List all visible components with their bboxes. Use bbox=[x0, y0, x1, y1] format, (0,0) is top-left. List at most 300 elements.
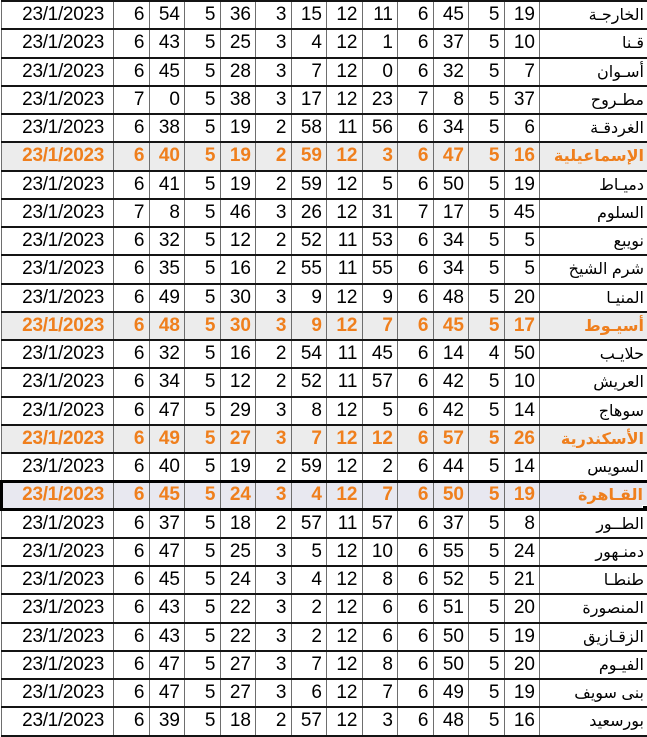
city-cell[interactable]: نويبع bbox=[540, 227, 647, 255]
time-cell[interactable]: 5 bbox=[469, 142, 505, 170]
time-cell[interactable]: 57 bbox=[433, 425, 469, 453]
time-cell[interactable]: 26 bbox=[504, 425, 540, 453]
time-cell[interactable]: 34 bbox=[433, 255, 469, 283]
time-cell[interactable]: 11 bbox=[327, 368, 363, 396]
time-cell[interactable]: 42 bbox=[433, 397, 469, 425]
time-cell[interactable]: 12 bbox=[220, 227, 256, 255]
time-cell[interactable]: 6 bbox=[398, 481, 434, 509]
city-cell[interactable]: الزقـازيق bbox=[540, 623, 647, 651]
time-cell[interactable]: 45 bbox=[362, 340, 398, 368]
time-cell[interactable]: 57 bbox=[362, 368, 398, 396]
time-cell[interactable]: 6 bbox=[114, 142, 150, 170]
time-cell[interactable]: 40 bbox=[149, 142, 185, 170]
time-cell[interactable]: 37 bbox=[433, 510, 469, 538]
time-cell[interactable]: 59 bbox=[291, 171, 327, 199]
time-cell[interactable]: 19 bbox=[504, 481, 540, 509]
time-cell[interactable]: 27 bbox=[220, 425, 256, 453]
time-cell[interactable]: 5 bbox=[469, 651, 505, 679]
time-cell[interactable]: 7 bbox=[114, 86, 150, 114]
time-cell[interactable]: 12 bbox=[327, 199, 363, 227]
time-cell[interactable]: 7 bbox=[291, 425, 327, 453]
time-cell[interactable]: 6 bbox=[362, 623, 398, 651]
time-cell[interactable]: 3 bbox=[256, 312, 292, 340]
time-cell[interactable]: 5 bbox=[469, 538, 505, 566]
time-cell[interactable]: 7 bbox=[504, 58, 540, 86]
time-cell[interactable]: 6 bbox=[398, 425, 434, 453]
date-cell[interactable]: 23/1/2023 bbox=[2, 58, 114, 86]
time-cell[interactable]: 10 bbox=[504, 29, 540, 57]
time-cell[interactable]: 5 bbox=[185, 368, 221, 396]
time-cell[interactable]: 3 bbox=[256, 651, 292, 679]
city-cell[interactable]: السويس bbox=[540, 453, 647, 481]
date-cell[interactable]: 23/1/2023 bbox=[2, 284, 114, 312]
time-cell[interactable]: 5 bbox=[185, 651, 221, 679]
city-cell[interactable]: الخارجـة bbox=[540, 1, 647, 29]
time-cell[interactable]: 54 bbox=[149, 1, 185, 29]
time-cell[interactable]: 57 bbox=[291, 707, 327, 735]
time-cell[interactable]: 8 bbox=[504, 510, 540, 538]
time-cell[interactable]: 32 bbox=[433, 58, 469, 86]
time-cell[interactable]: 6 bbox=[398, 594, 434, 622]
time-cell[interactable]: 5 bbox=[185, 171, 221, 199]
time-cell[interactable]: 39 bbox=[149, 707, 185, 735]
city-cell[interactable]: أسـوان bbox=[540, 58, 647, 86]
time-cell[interactable]: 6 bbox=[398, 679, 434, 707]
time-cell[interactable]: 2 bbox=[256, 340, 292, 368]
time-cell[interactable]: 5 bbox=[185, 255, 221, 283]
time-cell[interactable]: 6 bbox=[114, 227, 150, 255]
time-cell[interactable]: 50 bbox=[433, 623, 469, 651]
time-cell[interactable]: 6 bbox=[114, 171, 150, 199]
time-cell[interactable]: 53 bbox=[362, 227, 398, 255]
time-cell[interactable]: 46 bbox=[220, 199, 256, 227]
time-cell[interactable]: 19 bbox=[504, 679, 540, 707]
time-cell[interactable]: 5 bbox=[185, 623, 221, 651]
time-cell[interactable]: 45 bbox=[504, 199, 540, 227]
time-cell[interactable]: 2 bbox=[256, 227, 292, 255]
time-cell[interactable]: 7 bbox=[362, 679, 398, 707]
time-cell[interactable]: 6 bbox=[114, 397, 150, 425]
time-cell[interactable]: 2 bbox=[256, 510, 292, 538]
time-cell[interactable]: 8 bbox=[149, 199, 185, 227]
time-cell[interactable]: 18 bbox=[220, 707, 256, 735]
time-cell[interactable]: 52 bbox=[291, 368, 327, 396]
time-cell[interactable]: 5 bbox=[469, 58, 505, 86]
date-cell[interactable]: 23/1/2023 bbox=[2, 481, 114, 509]
time-cell[interactable]: 57 bbox=[291, 510, 327, 538]
time-cell[interactable]: 12 bbox=[327, 142, 363, 170]
date-cell[interactable]: 23/1/2023 bbox=[2, 312, 114, 340]
time-cell[interactable]: 32 bbox=[149, 227, 185, 255]
time-cell[interactable]: 5 bbox=[469, 86, 505, 114]
time-cell[interactable]: 2 bbox=[256, 707, 292, 735]
time-cell[interactable]: 5 bbox=[185, 29, 221, 57]
time-cell[interactable]: 32 bbox=[149, 340, 185, 368]
time-cell[interactable]: 5 bbox=[469, 594, 505, 622]
time-cell[interactable]: 34 bbox=[149, 368, 185, 396]
time-cell[interactable]: 3 bbox=[256, 284, 292, 312]
city-cell[interactable]: الغردقـة bbox=[540, 114, 647, 142]
time-cell[interactable]: 6 bbox=[398, 1, 434, 29]
time-cell[interactable]: 6 bbox=[114, 481, 150, 509]
time-cell[interactable]: 52 bbox=[291, 227, 327, 255]
time-cell[interactable]: 2 bbox=[256, 453, 292, 481]
date-cell[interactable]: 23/1/2023 bbox=[2, 453, 114, 481]
time-cell[interactable]: 11 bbox=[327, 114, 363, 142]
date-cell[interactable]: 23/1/2023 bbox=[2, 142, 114, 170]
time-cell[interactable]: 6 bbox=[114, 453, 150, 481]
city-cell[interactable]: السلوم bbox=[540, 199, 647, 227]
time-cell[interactable]: 44 bbox=[433, 453, 469, 481]
time-cell[interactable]: 42 bbox=[433, 368, 469, 396]
time-cell[interactable]: 37 bbox=[504, 86, 540, 114]
city-cell[interactable]: قـنا bbox=[540, 29, 647, 57]
time-cell[interactable]: 10 bbox=[362, 538, 398, 566]
time-cell[interactable]: 22 bbox=[220, 594, 256, 622]
time-cell[interactable]: 12 bbox=[327, 651, 363, 679]
time-cell[interactable]: 5 bbox=[469, 171, 505, 199]
time-cell[interactable]: 40 bbox=[149, 453, 185, 481]
time-cell[interactable]: 15 bbox=[291, 1, 327, 29]
time-cell[interactable]: 20 bbox=[504, 651, 540, 679]
time-cell[interactable]: 6 bbox=[114, 679, 150, 707]
time-cell[interactable]: 1 bbox=[362, 29, 398, 57]
date-cell[interactable]: 23/1/2023 bbox=[2, 679, 114, 707]
time-cell[interactable]: 5 bbox=[185, 312, 221, 340]
time-cell[interactable]: 12 bbox=[327, 453, 363, 481]
time-cell[interactable]: 6 bbox=[291, 679, 327, 707]
time-cell[interactable]: 5 bbox=[469, 312, 505, 340]
time-cell[interactable]: 36 bbox=[220, 1, 256, 29]
time-cell[interactable]: 3 bbox=[256, 594, 292, 622]
city-cell[interactable]: دمنـهور bbox=[540, 538, 647, 566]
time-cell[interactable]: 16 bbox=[220, 340, 256, 368]
time-cell[interactable]: 7 bbox=[291, 651, 327, 679]
date-cell[interactable]: 23/1/2023 bbox=[2, 171, 114, 199]
time-cell[interactable]: 47 bbox=[149, 679, 185, 707]
city-cell[interactable]: الإسماعيلية bbox=[540, 142, 647, 170]
time-cell[interactable]: 24 bbox=[220, 481, 256, 509]
time-cell[interactable]: 34 bbox=[433, 227, 469, 255]
time-cell[interactable]: 47 bbox=[149, 397, 185, 425]
time-cell[interactable]: 5 bbox=[469, 566, 505, 594]
time-cell[interactable]: 7 bbox=[362, 312, 398, 340]
time-cell[interactable]: 5 bbox=[185, 481, 221, 509]
time-cell[interactable]: 52 bbox=[433, 566, 469, 594]
time-cell[interactable]: 23 bbox=[362, 86, 398, 114]
time-cell[interactable]: 12 bbox=[327, 29, 363, 57]
time-cell[interactable]: 6 bbox=[114, 284, 150, 312]
time-cell[interactable]: 59 bbox=[291, 453, 327, 481]
time-cell[interactable]: 12 bbox=[362, 425, 398, 453]
time-cell[interactable]: 6 bbox=[398, 651, 434, 679]
time-cell[interactable]: 3 bbox=[362, 142, 398, 170]
time-cell[interactable]: 24 bbox=[504, 538, 540, 566]
time-cell[interactable]: 31 bbox=[362, 199, 398, 227]
time-cell[interactable]: 16 bbox=[504, 142, 540, 170]
time-cell[interactable]: 6 bbox=[114, 425, 150, 453]
time-cell[interactable]: 30 bbox=[220, 312, 256, 340]
time-cell[interactable]: 5 bbox=[185, 227, 221, 255]
time-cell[interactable]: 6 bbox=[398, 368, 434, 396]
time-cell[interactable]: 5 bbox=[185, 114, 221, 142]
time-cell[interactable]: 4 bbox=[291, 29, 327, 57]
time-cell[interactable]: 6 bbox=[398, 171, 434, 199]
time-cell[interactable]: 18 bbox=[220, 510, 256, 538]
time-cell[interactable]: 3 bbox=[256, 425, 292, 453]
time-cell[interactable]: 7 bbox=[398, 86, 434, 114]
time-cell[interactable]: 45 bbox=[433, 1, 469, 29]
time-cell[interactable]: 2 bbox=[256, 142, 292, 170]
time-cell[interactable]: 6 bbox=[398, 566, 434, 594]
time-cell[interactable]: 20 bbox=[504, 594, 540, 622]
time-cell[interactable]: 11 bbox=[327, 340, 363, 368]
time-cell[interactable]: 6 bbox=[114, 340, 150, 368]
time-cell[interactable]: 6 bbox=[114, 538, 150, 566]
date-cell[interactable]: 23/1/2023 bbox=[2, 566, 114, 594]
time-cell[interactable]: 25 bbox=[220, 29, 256, 57]
time-cell[interactable]: 37 bbox=[149, 510, 185, 538]
time-cell[interactable]: 5 bbox=[185, 284, 221, 312]
time-cell[interactable]: 57 bbox=[362, 510, 398, 538]
time-cell[interactable]: 27 bbox=[220, 679, 256, 707]
time-cell[interactable]: 3 bbox=[256, 566, 292, 594]
time-cell[interactable]: 55 bbox=[291, 255, 327, 283]
time-cell[interactable]: 12 bbox=[327, 171, 363, 199]
date-cell[interactable]: 23/1/2023 bbox=[2, 538, 114, 566]
time-cell[interactable]: 6 bbox=[398, 340, 434, 368]
time-cell[interactable]: 5 bbox=[504, 227, 540, 255]
time-cell[interactable]: 5 bbox=[185, 538, 221, 566]
time-cell[interactable]: 5 bbox=[469, 707, 505, 735]
date-cell[interactable]: 23/1/2023 bbox=[2, 397, 114, 425]
time-cell[interactable]: 3 bbox=[256, 397, 292, 425]
city-cell[interactable]: الأسكندرية bbox=[540, 425, 647, 453]
time-cell[interactable]: 5 bbox=[469, 29, 505, 57]
time-cell[interactable]: 5 bbox=[469, 453, 505, 481]
time-cell[interactable]: 47 bbox=[149, 651, 185, 679]
time-cell[interactable]: 6 bbox=[398, 227, 434, 255]
time-cell[interactable]: 8 bbox=[362, 651, 398, 679]
time-cell[interactable]: 12 bbox=[327, 397, 363, 425]
time-cell[interactable]: 6 bbox=[362, 594, 398, 622]
time-cell[interactable]: 4 bbox=[469, 340, 505, 368]
time-cell[interactable]: 49 bbox=[149, 284, 185, 312]
time-cell[interactable]: 5 bbox=[469, 397, 505, 425]
time-cell[interactable]: 49 bbox=[149, 425, 185, 453]
city-cell[interactable]: شرم الشيخ bbox=[540, 255, 647, 283]
time-cell[interactable]: 6 bbox=[114, 114, 150, 142]
time-cell[interactable]: 6 bbox=[398, 255, 434, 283]
time-cell[interactable]: 5 bbox=[185, 566, 221, 594]
time-cell[interactable]: 12 bbox=[327, 538, 363, 566]
time-cell[interactable]: 3 bbox=[256, 538, 292, 566]
time-cell[interactable]: 6 bbox=[398, 510, 434, 538]
time-cell[interactable]: 47 bbox=[433, 142, 469, 170]
time-cell[interactable]: 22 bbox=[220, 623, 256, 651]
time-cell[interactable]: 25 bbox=[220, 538, 256, 566]
time-cell[interactable]: 26 bbox=[291, 199, 327, 227]
time-cell[interactable]: 14 bbox=[433, 340, 469, 368]
date-cell[interactable]: 23/1/2023 bbox=[2, 368, 114, 396]
date-cell[interactable]: 23/1/2023 bbox=[2, 86, 114, 114]
time-cell[interactable]: 12 bbox=[327, 623, 363, 651]
time-cell[interactable]: 16 bbox=[220, 255, 256, 283]
time-cell[interactable]: 3 bbox=[256, 29, 292, 57]
time-cell[interactable]: 19 bbox=[220, 142, 256, 170]
time-cell[interactable]: 3 bbox=[256, 481, 292, 509]
city-cell[interactable]: المنيـا bbox=[540, 284, 647, 312]
date-cell[interactable]: 23/1/2023 bbox=[2, 29, 114, 57]
time-cell[interactable]: 5 bbox=[185, 679, 221, 707]
time-cell[interactable]: 14 bbox=[504, 397, 540, 425]
time-cell[interactable]: 5 bbox=[185, 510, 221, 538]
time-cell[interactable]: 5 bbox=[469, 255, 505, 283]
date-cell[interactable]: 23/1/2023 bbox=[2, 425, 114, 453]
time-cell[interactable]: 2 bbox=[256, 255, 292, 283]
time-cell[interactable]: 3 bbox=[256, 623, 292, 651]
date-cell[interactable]: 23/1/2023 bbox=[2, 340, 114, 368]
time-cell[interactable]: 5 bbox=[185, 199, 221, 227]
time-cell[interactable]: 5 bbox=[185, 1, 221, 29]
time-cell[interactable]: 4 bbox=[291, 566, 327, 594]
time-cell[interactable]: 8 bbox=[291, 397, 327, 425]
time-cell[interactable]: 5 bbox=[469, 623, 505, 651]
time-cell[interactable]: 7 bbox=[362, 481, 398, 509]
time-cell[interactable]: 19 bbox=[504, 623, 540, 651]
time-cell[interactable]: 5 bbox=[469, 425, 505, 453]
time-cell[interactable]: 2 bbox=[256, 171, 292, 199]
time-cell[interactable]: 11 bbox=[327, 510, 363, 538]
time-cell[interactable]: 43 bbox=[149, 594, 185, 622]
time-cell[interactable]: 6 bbox=[114, 510, 150, 538]
time-cell[interactable]: 14 bbox=[504, 453, 540, 481]
time-cell[interactable]: 5 bbox=[362, 397, 398, 425]
time-cell[interactable]: 9 bbox=[362, 284, 398, 312]
time-cell[interactable]: 5 bbox=[469, 1, 505, 29]
date-cell[interactable]: 23/1/2023 bbox=[2, 594, 114, 622]
time-cell[interactable]: 2 bbox=[291, 594, 327, 622]
time-cell[interactable]: 6 bbox=[114, 707, 150, 735]
time-cell[interactable]: 12 bbox=[327, 1, 363, 29]
city-cell[interactable]: سوهاج bbox=[540, 397, 647, 425]
time-cell[interactable]: 5 bbox=[185, 340, 221, 368]
time-cell[interactable]: 12 bbox=[327, 284, 363, 312]
time-cell[interactable]: 59 bbox=[291, 142, 327, 170]
time-cell[interactable]: 5 bbox=[469, 679, 505, 707]
time-cell[interactable]: 6 bbox=[398, 114, 434, 142]
time-cell[interactable]: 6 bbox=[114, 368, 150, 396]
date-cell[interactable]: 23/1/2023 bbox=[2, 510, 114, 538]
city-cell[interactable]: العريش bbox=[540, 368, 647, 396]
time-cell[interactable]: 16 bbox=[504, 707, 540, 735]
time-cell[interactable]: 48 bbox=[433, 284, 469, 312]
time-cell[interactable]: 48 bbox=[433, 707, 469, 735]
time-cell[interactable]: 5 bbox=[185, 453, 221, 481]
time-cell[interactable]: 5 bbox=[469, 114, 505, 142]
time-cell[interactable]: 12 bbox=[327, 58, 363, 86]
city-cell[interactable]: دميـاط bbox=[540, 171, 647, 199]
date-cell[interactable]: 23/1/2023 bbox=[2, 114, 114, 142]
time-cell[interactable]: 45 bbox=[149, 58, 185, 86]
time-cell[interactable]: 37 bbox=[433, 29, 469, 57]
time-cell[interactable]: 0 bbox=[149, 86, 185, 114]
time-cell[interactable]: 9 bbox=[291, 284, 327, 312]
time-cell[interactable]: 50 bbox=[433, 651, 469, 679]
time-cell[interactable]: 12 bbox=[327, 86, 363, 114]
time-cell[interactable]: 2 bbox=[362, 453, 398, 481]
time-cell[interactable]: 6 bbox=[114, 651, 150, 679]
time-cell[interactable]: 45 bbox=[433, 312, 469, 340]
time-cell[interactable]: 8 bbox=[362, 566, 398, 594]
time-cell[interactable]: 4 bbox=[291, 481, 327, 509]
date-cell[interactable]: 23/1/2023 bbox=[2, 651, 114, 679]
city-cell[interactable]: الفيـوم bbox=[540, 651, 647, 679]
time-cell[interactable]: 20 bbox=[504, 284, 540, 312]
time-cell[interactable]: 6 bbox=[398, 58, 434, 86]
time-cell[interactable]: 34 bbox=[433, 114, 469, 142]
time-cell[interactable]: 38 bbox=[149, 114, 185, 142]
time-cell[interactable]: 8 bbox=[433, 86, 469, 114]
time-cell[interactable]: 55 bbox=[362, 255, 398, 283]
time-cell[interactable]: 28 bbox=[220, 58, 256, 86]
time-cell[interactable]: 38 bbox=[220, 86, 256, 114]
time-cell[interactable]: 49 bbox=[433, 679, 469, 707]
time-cell[interactable]: 6 bbox=[114, 623, 150, 651]
time-cell[interactable]: 6 bbox=[114, 594, 150, 622]
date-cell[interactable]: 23/1/2023 bbox=[2, 199, 114, 227]
time-cell[interactable]: 17 bbox=[291, 86, 327, 114]
time-cell[interactable]: 12 bbox=[327, 679, 363, 707]
time-cell[interactable]: 6 bbox=[398, 397, 434, 425]
time-cell[interactable]: 55 bbox=[433, 538, 469, 566]
time-cell[interactable]: 6 bbox=[114, 566, 150, 594]
date-cell[interactable]: 23/1/2023 bbox=[2, 623, 114, 651]
time-cell[interactable]: 7 bbox=[398, 199, 434, 227]
time-cell[interactable]: 12 bbox=[220, 368, 256, 396]
time-cell[interactable]: 24 bbox=[220, 566, 256, 594]
time-cell[interactable]: 51 bbox=[433, 594, 469, 622]
time-cell[interactable]: 6 bbox=[114, 1, 150, 29]
time-cell[interactable]: 6 bbox=[398, 312, 434, 340]
time-cell[interactable]: 47 bbox=[149, 538, 185, 566]
time-cell[interactable]: 5 bbox=[185, 707, 221, 735]
city-cell[interactable]: مطـروح bbox=[540, 86, 647, 114]
date-cell[interactable]: 23/1/2023 bbox=[2, 707, 114, 735]
time-cell[interactable]: 7 bbox=[291, 58, 327, 86]
time-cell[interactable]: 2 bbox=[256, 368, 292, 396]
time-cell[interactable]: 12 bbox=[327, 312, 363, 340]
time-cell[interactable]: 3 bbox=[256, 58, 292, 86]
time-cell[interactable]: 3 bbox=[362, 707, 398, 735]
time-cell[interactable]: 3 bbox=[256, 199, 292, 227]
time-cell[interactable]: 17 bbox=[433, 199, 469, 227]
time-cell[interactable]: 43 bbox=[149, 29, 185, 57]
time-cell[interactable]: 11 bbox=[327, 227, 363, 255]
time-cell[interactable]: 5 bbox=[185, 58, 221, 86]
time-cell[interactable]: 2 bbox=[256, 114, 292, 142]
city-cell[interactable]: القـاهرة bbox=[540, 481, 647, 509]
time-cell[interactable]: 48 bbox=[149, 312, 185, 340]
time-cell[interactable]: 3 bbox=[256, 1, 292, 29]
time-cell[interactable]: 3 bbox=[256, 679, 292, 707]
time-cell[interactable]: 5 bbox=[469, 199, 505, 227]
time-cell[interactable]: 5 bbox=[185, 86, 221, 114]
city-cell[interactable]: حلايـب bbox=[540, 340, 647, 368]
time-cell[interactable]: 5 bbox=[185, 142, 221, 170]
time-cell[interactable]: 5 bbox=[185, 594, 221, 622]
time-cell[interactable]: 27 bbox=[220, 651, 256, 679]
